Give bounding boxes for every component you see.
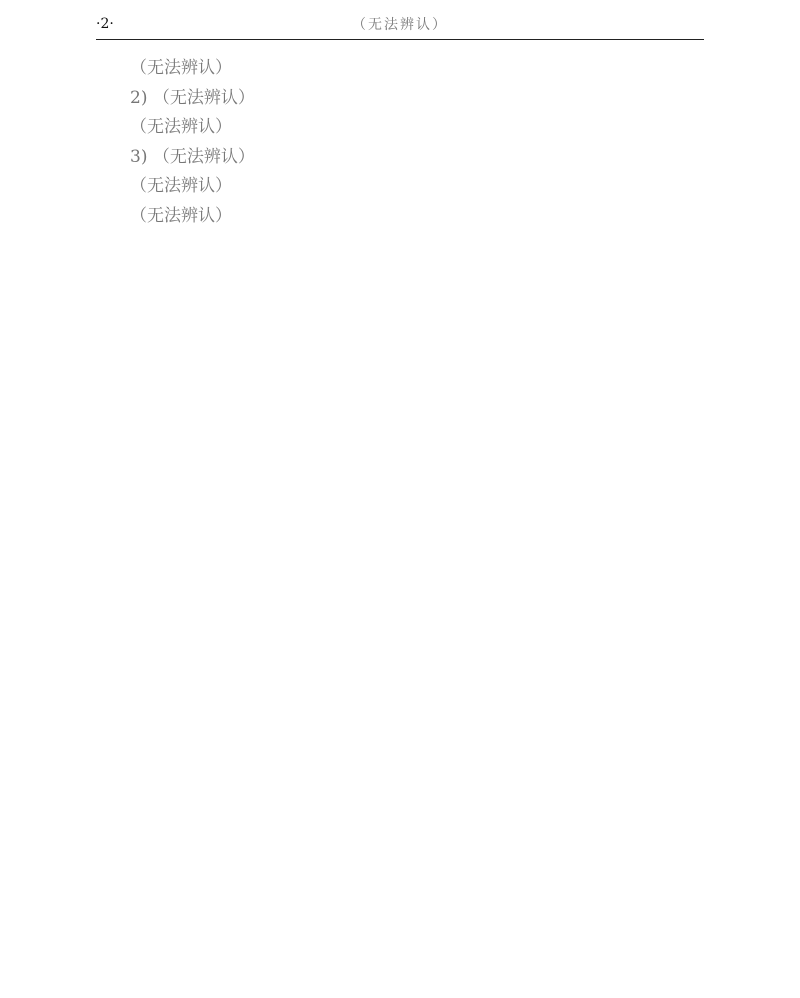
- body-paragraph: （无法辨认）: [130, 58, 232, 78]
- page-number: ·2·: [96, 16, 114, 32]
- page-body: [96, 54, 704, 231]
- page-header: [96, 12, 704, 40]
- body-paragraph: （无法辨认）: [130, 205, 232, 226]
- body-paragraph: （无法辨认）: [130, 117, 232, 137]
- section-heading: 2) （无法辨认）: [130, 87, 255, 108]
- running-title: （无法辨认）: [352, 17, 448, 33]
- section-heading: 3) （无法辨认）: [130, 146, 255, 167]
- body-paragraph: （无法辨认）: [130, 176, 232, 196]
